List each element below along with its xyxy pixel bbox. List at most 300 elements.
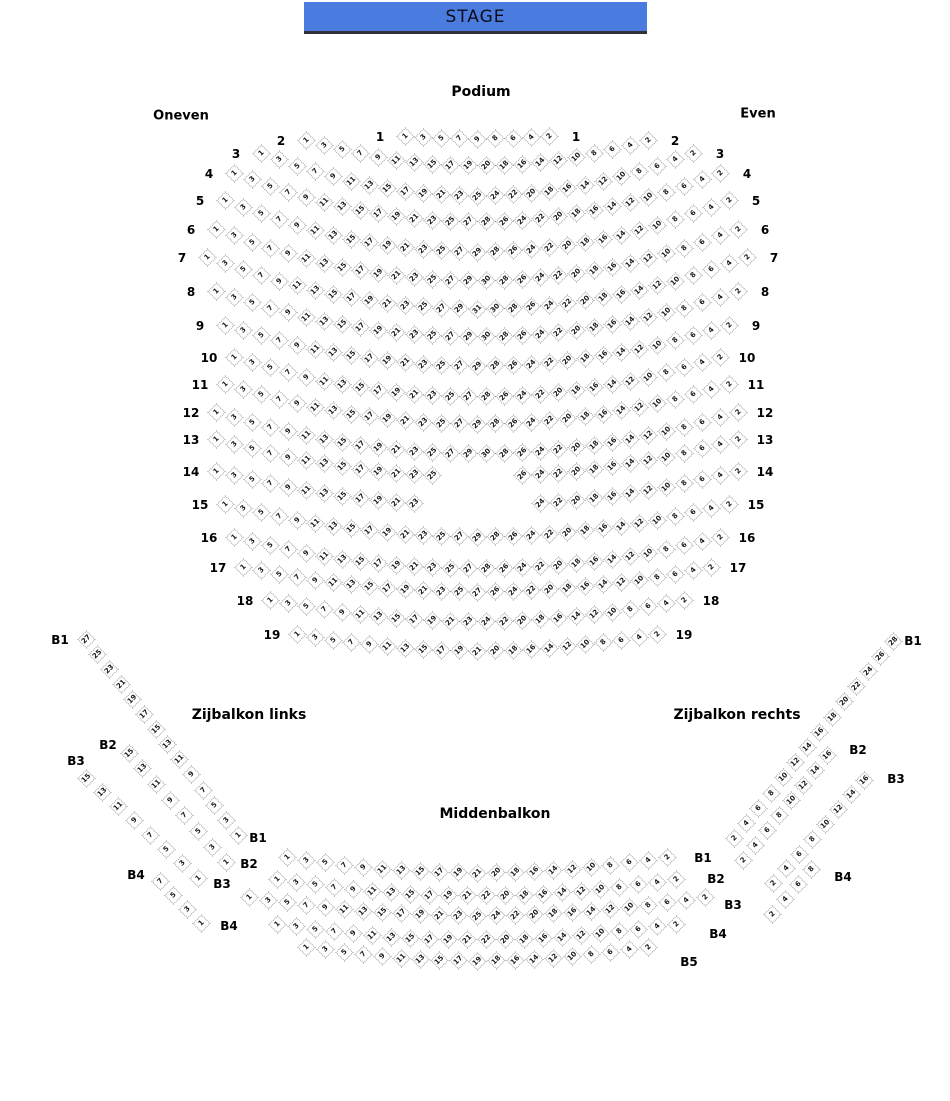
seat-parket-7-8[interactable]: 8: [684, 267, 702, 285]
seat-middenbalkon-B1-18[interactable]: 18: [506, 863, 524, 881]
seat-parket-8-28[interactable]: 28: [495, 327, 513, 345]
seat-parket-15-19[interactable]: 19: [378, 524, 396, 542]
seat-parket-12-22[interactable]: 22: [549, 441, 567, 459]
seat-middenbalkon-B4-10[interactable]: 10: [591, 925, 609, 943]
seat-parket-7-2[interactable]: 2: [738, 248, 756, 266]
seat-parket-6-15[interactable]: 15: [333, 258, 351, 276]
seat-parket-7-22[interactable]: 22: [558, 294, 576, 312]
seat-parket-15-2[interactable]: 2: [720, 495, 738, 513]
seat-parket-9-4[interactable]: 4: [702, 321, 720, 339]
seat-parket-3-11[interactable]: 11: [342, 172, 360, 190]
seat-parket-15-12[interactable]: 12: [630, 514, 648, 532]
seat-zijbalkon-links-B2-11[interactable]: 11: [148, 775, 166, 793]
seat-parket-5-12[interactable]: 12: [630, 221, 648, 239]
seat-parket-5-29[interactable]: 29: [468, 243, 486, 261]
seat-parket-12-28[interactable]: 28: [495, 444, 513, 462]
seat-middenbalkon-B5-9[interactable]: 9: [373, 947, 391, 965]
seat-parket-12-4[interactable]: 4: [711, 408, 729, 426]
seat-parket-1-2[interactable]: 2: [540, 127, 558, 145]
seat-parket-9-6[interactable]: 6: [684, 327, 702, 345]
seat-middenbalkon-B5-5[interactable]: 5: [335, 943, 353, 961]
seat-parket-3-2[interactable]: 2: [684, 144, 702, 162]
seat-parket-7-27[interactable]: 27: [432, 299, 450, 317]
seat-parket-4-11[interactable]: 11: [315, 193, 333, 211]
seat-parket-5-13[interactable]: 13: [324, 226, 342, 244]
seat-zijbalkon-rechts-B1-12[interactable]: 12: [786, 753, 804, 771]
seat-parket-17-26[interactable]: 26: [486, 583, 504, 601]
seat-parket-4-4[interactable]: 4: [693, 171, 711, 189]
seat-parket-8-7[interactable]: 7: [261, 299, 279, 317]
seat-parket-2-16[interactable]: 16: [513, 155, 531, 173]
seat-parket-8-4[interactable]: 4: [711, 288, 729, 306]
seat-middenbalkon-B4-8[interactable]: 8: [610, 923, 628, 941]
seat-parket-17-15[interactable]: 15: [360, 577, 378, 595]
seat-parket-9-21[interactable]: 21: [396, 353, 414, 371]
seat-parket-13-26[interactable]: 26: [513, 467, 531, 485]
seat-parket-9-15[interactable]: 15: [342, 347, 360, 365]
seat-parket-2-11[interactable]: 11: [387, 151, 405, 169]
seat-parket-14-22[interactable]: 22: [549, 493, 567, 511]
seat-middenbalkon-B4-7[interactable]: 7: [325, 923, 343, 941]
seat-parket-10-23[interactable]: 23: [423, 386, 441, 404]
seat-parket-19-7[interactable]: 7: [342, 633, 360, 651]
seat-parket-15-24[interactable]: 24: [522, 526, 540, 544]
seat-parket-17-12[interactable]: 12: [612, 573, 630, 591]
seat-parket-13-10[interactable]: 10: [657, 448, 675, 466]
seat-middenbalkon-B3-23[interactable]: 23: [449, 907, 467, 925]
seat-parket-7-20[interactable]: 20: [576, 291, 594, 309]
seat-parket-13-19[interactable]: 19: [369, 462, 387, 480]
seat-parket-4-13[interactable]: 13: [333, 198, 351, 216]
seat-parket-13-1[interactable]: 1: [207, 430, 225, 448]
seat-zijbalkon-links-B2-3[interactable]: 3: [203, 838, 221, 856]
seat-parket-15-15[interactable]: 15: [342, 520, 360, 538]
seat-parket-18-8[interactable]: 8: [621, 601, 639, 619]
seat-parket-4-22[interactable]: 22: [531, 210, 549, 228]
seat-middenbalkon-B2-7[interactable]: 7: [325, 878, 343, 896]
seat-parket-14-24[interactable]: 24: [531, 495, 549, 513]
seat-zijbalkon-rechts-B1-26[interactable]: 26: [872, 647, 890, 665]
seat-parket-9-17[interactable]: 17: [360, 349, 378, 367]
seat-parket-18-23[interactable]: 23: [459, 613, 477, 631]
seat-middenbalkon-B5-7[interactable]: 7: [354, 946, 372, 964]
seat-zijbalkon-links-B3-3[interactable]: 3: [173, 855, 191, 873]
seat-parket-12-23[interactable]: 23: [405, 442, 423, 460]
seat-middenbalkon-B3-5[interactable]: 5: [278, 894, 296, 912]
seat-parket-15-1[interactable]: 1: [216, 495, 234, 513]
seat-middenbalkon-B2-21[interactable]: 21: [458, 887, 476, 905]
seat-zijbalkon-rechts-B1-6[interactable]: 6: [750, 799, 768, 817]
seat-parket-17-17[interactable]: 17: [378, 579, 396, 597]
seat-parket-14-16[interactable]: 16: [603, 487, 621, 505]
seat-parket-8-12[interactable]: 12: [639, 308, 657, 326]
seat-parket-10-18[interactable]: 18: [567, 381, 585, 399]
seat-parket-13-6[interactable]: 6: [693, 440, 711, 458]
seat-zijbalkon-links-B1-1[interactable]: 1: [229, 826, 247, 844]
seat-parket-12-13[interactable]: 13: [315, 430, 333, 448]
seat-parket-1-5[interactable]: 5: [432, 129, 450, 147]
seat-parket-18-6[interactable]: 6: [639, 598, 657, 616]
seat-parket-7-23[interactable]: 23: [396, 296, 414, 314]
seat-parket-4-18[interactable]: 18: [567, 205, 585, 223]
seat-parket-16-25[interactable]: 25: [441, 559, 459, 577]
seat-middenbalkon-B4-5[interactable]: 5: [306, 920, 324, 938]
seat-parket-3-13[interactable]: 13: [360, 176, 378, 194]
seat-middenbalkon-B4-9[interactable]: 9: [344, 925, 362, 943]
seat-zijbalkon-links-B1-23[interactable]: 23: [100, 660, 118, 678]
seat-parket-12-29[interactable]: 29: [459, 445, 477, 463]
seat-parket-3-12[interactable]: 12: [594, 172, 612, 190]
seat-middenbalkon-B1-3[interactable]: 3: [297, 851, 315, 869]
seat-parket-11-21[interactable]: 21: [396, 412, 414, 430]
seat-parket-11-23[interactable]: 23: [414, 413, 432, 431]
seat-parket-16-24[interactable]: 24: [513, 559, 531, 577]
seat-parket-18-24[interactable]: 24: [477, 613, 495, 631]
seat-parket-12-7[interactable]: 7: [261, 418, 279, 436]
seat-middenbalkon-B3-8[interactable]: 8: [639, 896, 657, 914]
seat-parket-6-2[interactable]: 2: [729, 220, 747, 238]
seat-parket-9-24[interactable]: 24: [522, 355, 540, 373]
seat-parket-2-1[interactable]: 1: [297, 131, 315, 149]
seat-parket-16-20[interactable]: 20: [549, 556, 567, 574]
seat-parket-15-26[interactable]: 26: [504, 527, 522, 545]
seat-parket-5-18[interactable]: 18: [576, 233, 594, 251]
seat-zijbalkon-rechts-B2-12[interactable]: 12: [794, 776, 812, 794]
seat-parket-11-15[interactable]: 15: [342, 405, 360, 423]
seat-parket-18-4[interactable]: 4: [657, 594, 675, 612]
seat-parket-6-17[interactable]: 17: [351, 261, 369, 279]
seat-parket-11-16[interactable]: 16: [594, 405, 612, 423]
seat-zijbalkon-rechts-B2-16[interactable]: 16: [818, 746, 836, 764]
seat-parket-12-26[interactable]: 26: [513, 444, 531, 462]
seat-middenbalkon-B1-1[interactable]: 1: [278, 848, 296, 866]
seat-parket-15-22[interactable]: 22: [540, 525, 558, 543]
seat-middenbalkon-B2-4[interactable]: 4: [648, 873, 666, 891]
seat-parket-12-14[interactable]: 14: [621, 430, 639, 448]
seat-parket-16-10[interactable]: 10: [639, 544, 657, 562]
seat-parket-14-11[interactable]: 11: [297, 482, 315, 500]
seat-parket-10-10[interactable]: 10: [639, 368, 657, 386]
seat-parket-5-21[interactable]: 21: [396, 239, 414, 257]
seat-parket-9-14[interactable]: 14: [612, 343, 630, 361]
seat-parket-8-11[interactable]: 11: [297, 308, 315, 326]
seat-parket-8-18[interactable]: 18: [585, 319, 603, 337]
seat-parket-12-16[interactable]: 16: [603, 434, 621, 452]
seat-parket-19-6[interactable]: 6: [612, 631, 630, 649]
seat-parket-15-8[interactable]: 8: [666, 507, 684, 525]
seat-parket-5-23[interactable]: 23: [414, 240, 432, 258]
seat-parket-13-11[interactable]: 11: [297, 451, 315, 469]
seat-zijbalkon-links-B3-9[interactable]: 9: [125, 812, 143, 830]
seat-parket-4-25[interactable]: 25: [441, 212, 459, 230]
seat-parket-13-20[interactable]: 20: [567, 462, 585, 480]
seat-parket-3-16[interactable]: 16: [558, 179, 576, 197]
seat-parket-7-28[interactable]: 28: [504, 299, 522, 317]
seat-middenbalkon-B4-3[interactable]: 3: [287, 918, 305, 936]
seat-parket-3-18[interactable]: 18: [540, 182, 558, 200]
seat-parket-7-17[interactable]: 17: [342, 288, 360, 306]
seat-parket-12-3[interactable]: 3: [225, 408, 243, 426]
seat-parket-3-6[interactable]: 6: [648, 157, 666, 175]
seat-parket-18-16[interactable]: 16: [549, 609, 567, 627]
seat-parket-8-27[interactable]: 27: [441, 327, 459, 345]
seat-parket-16-12[interactable]: 12: [621, 547, 639, 565]
seat-zijbalkon-rechts-B2-8[interactable]: 8: [770, 806, 788, 824]
seat-zijbalkon-rechts-B1-10[interactable]: 10: [774, 769, 792, 787]
seat-middenbalkon-B4-14[interactable]: 14: [553, 928, 571, 946]
seat-parket-10-9[interactable]: 9: [297, 368, 315, 386]
seat-middenbalkon-B3-13[interactable]: 13: [354, 902, 372, 920]
seat-parket-7-18[interactable]: 18: [594, 288, 612, 306]
seat-middenbalkon-B3-21[interactable]: 21: [430, 906, 448, 924]
seat-middenbalkon-B1-19[interactable]: 19: [449, 864, 467, 882]
seat-parket-19-4[interactable]: 4: [630, 628, 648, 646]
seat-parket-4-26[interactable]: 26: [495, 212, 513, 230]
seat-parket-9-9[interactable]: 9: [288, 336, 306, 354]
seat-parket-14-2[interactable]: 2: [729, 462, 747, 480]
seat-zijbalkon-links-B1-15[interactable]: 15: [147, 720, 165, 738]
seat-parket-7-26[interactable]: 26: [522, 298, 540, 316]
seat-zijbalkon-rechts-B1-20[interactable]: 20: [835, 693, 853, 711]
seat-zijbalkon-links-B2-13[interactable]: 13: [134, 759, 152, 777]
seat-parket-10-3[interactable]: 3: [243, 354, 261, 372]
seat-parket-6-23[interactable]: 23: [405, 269, 423, 287]
seat-parket-6-16[interactable]: 16: [603, 258, 621, 276]
seat-parket-14-21[interactable]: 21: [387, 493, 405, 511]
seat-parket-4-27[interactable]: 27: [459, 213, 477, 231]
seat-parket-5-19[interactable]: 19: [378, 236, 396, 254]
seat-parket-15-6[interactable]: 6: [684, 504, 702, 522]
seat-middenbalkon-B3-22[interactable]: 22: [506, 906, 524, 924]
seat-zijbalkon-links-B2-7[interactable]: 7: [175, 807, 193, 825]
seat-middenbalkon-B1-17[interactable]: 17: [430, 863, 448, 881]
seat-parket-11-20[interactable]: 20: [558, 410, 576, 428]
seat-middenbalkon-B4-18[interactable]: 18: [515, 930, 533, 948]
seat-zijbalkon-links-B1-11[interactable]: 11: [170, 751, 188, 769]
seat-parket-2-6[interactable]: 6: [603, 141, 621, 159]
seat-parket-7-9[interactable]: 9: [270, 272, 288, 290]
seat-parket-11-2[interactable]: 2: [720, 375, 738, 393]
seat-parket-4-19[interactable]: 19: [387, 207, 405, 225]
seat-parket-6-6[interactable]: 6: [693, 233, 711, 251]
seat-parket-17-18[interactable]: 18: [558, 579, 576, 597]
seat-parket-15-3[interactable]: 3: [234, 499, 252, 517]
seat-middenbalkon-B2-16[interactable]: 16: [534, 885, 552, 903]
seat-parket-12-2[interactable]: 2: [729, 403, 747, 421]
seat-parket-16-8[interactable]: 8: [657, 540, 675, 558]
seat-middenbalkon-B5-13[interactable]: 13: [411, 950, 429, 968]
seat-parket-12-6[interactable]: 6: [693, 414, 711, 432]
seat-parket-7-4[interactable]: 4: [720, 254, 738, 272]
seat-parket-1-1[interactable]: 1: [396, 127, 414, 145]
seat-zijbalkon-rechts-B2-2[interactable]: 2: [734, 851, 752, 869]
seat-middenbalkon-B3-3[interactable]: 3: [259, 891, 277, 909]
seat-middenbalkon-B4-13[interactable]: 13: [382, 928, 400, 946]
seat-zijbalkon-rechts-B1-18[interactable]: 18: [823, 708, 841, 726]
seat-parket-16-28[interactable]: 28: [477, 560, 495, 578]
seat-parket-6-27[interactable]: 27: [441, 271, 459, 289]
seat-parket-16-14[interactable]: 14: [603, 550, 621, 568]
seat-parket-11-7[interactable]: 7: [270, 390, 288, 408]
seat-parket-3-7[interactable]: 7: [306, 163, 324, 181]
seat-parket-18-14[interactable]: 14: [567, 608, 585, 626]
seat-parket-8-10[interactable]: 10: [657, 304, 675, 322]
seat-zijbalkon-links-B4-1[interactable]: 1: [192, 914, 210, 932]
seat-parket-7-7[interactable]: 7: [252, 267, 270, 285]
seat-parket-10-25[interactable]: 25: [441, 387, 459, 405]
seat-parket-6-28[interactable]: 28: [495, 271, 513, 289]
seat-parket-6-19[interactable]: 19: [369, 264, 387, 282]
seat-middenbalkon-B2-14[interactable]: 14: [553, 884, 571, 902]
seat-parket-19-14[interactable]: 14: [540, 639, 558, 657]
seat-zijbalkon-links-B4-3[interactable]: 3: [178, 900, 196, 918]
seat-parket-11-26[interactable]: 26: [504, 414, 522, 432]
seat-middenbalkon-B5-1[interactable]: 1: [297, 938, 315, 956]
seat-middenbalkon-B3-14[interactable]: 14: [582, 902, 600, 920]
seat-parket-13-2[interactable]: 2: [729, 430, 747, 448]
seat-parket-1-9[interactable]: 9: [468, 130, 486, 148]
seat-parket-17-5[interactable]: 5: [270, 565, 288, 583]
seat-parket-4-23[interactable]: 23: [423, 211, 441, 229]
seat-parket-8-14[interactable]: 14: [621, 312, 639, 330]
seat-parket-10-6[interactable]: 6: [675, 359, 693, 377]
seat-parket-15-28[interactable]: 28: [486, 528, 504, 546]
seat-parket-12-15[interactable]: 15: [333, 434, 351, 452]
seat-middenbalkon-B3-1[interactable]: 1: [240, 888, 258, 906]
seat-parket-15-9[interactable]: 9: [288, 511, 306, 529]
seat-middenbalkon-B3-10[interactable]: 10: [620, 898, 638, 916]
seat-parket-17-16[interactable]: 16: [576, 577, 594, 595]
seat-parket-13-4[interactable]: 4: [711, 435, 729, 453]
seat-parket-3-5[interactable]: 5: [288, 157, 306, 175]
seat-parket-14-4[interactable]: 4: [711, 466, 729, 484]
seat-parket-8-25[interactable]: 25: [423, 326, 441, 344]
seat-parket-3-22[interactable]: 22: [504, 186, 522, 204]
seat-parket-3-21[interactable]: 21: [432, 186, 450, 204]
seat-parket-7-21[interactable]: 21: [378, 294, 396, 312]
seat-parket-7-24[interactable]: 24: [540, 296, 558, 314]
seat-parket-2-9[interactable]: 9: [369, 148, 387, 166]
seat-parket-8-6[interactable]: 6: [693, 294, 711, 312]
seat-zijbalkon-links-B1-25[interactable]: 25: [88, 645, 106, 663]
seat-zijbalkon-rechts-B4-6[interactable]: 6: [789, 875, 807, 893]
seat-zijbalkon-links-B4-7[interactable]: 7: [151, 872, 169, 890]
seat-parket-6-3[interactable]: 3: [225, 227, 243, 245]
seat-parket-7-19[interactable]: 19: [360, 291, 378, 309]
seat-parket-15-10[interactable]: 10: [648, 511, 666, 529]
seat-parket-17-4[interactable]: 4: [684, 561, 702, 579]
seat-zijbalkon-rechts-B1-22[interactable]: 22: [847, 677, 865, 695]
seat-parket-5-26[interactable]: 26: [504, 242, 522, 260]
seat-parket-5-11[interactable]: 11: [306, 221, 324, 239]
seat-parket-3-15[interactable]: 15: [378, 179, 396, 197]
seat-parket-14-9[interactable]: 9: [279, 478, 297, 496]
seat-parket-18-11[interactable]: 11: [351, 606, 369, 624]
seat-parket-17-27[interactable]: 27: [468, 583, 486, 601]
seat-parket-11-8[interactable]: 8: [666, 390, 684, 408]
seat-parket-12-9[interactable]: 9: [279, 423, 297, 441]
seat-middenbalkon-B5-6[interactable]: 6: [601, 943, 619, 961]
seat-parket-9-25[interactable]: 25: [432, 356, 450, 374]
seat-parket-9-10[interactable]: 10: [648, 336, 666, 354]
seat-parket-7-31[interactable]: 31: [468, 300, 486, 318]
seat-parket-11-3[interactable]: 3: [234, 380, 252, 398]
seat-middenbalkon-B1-16[interactable]: 16: [525, 862, 543, 880]
seat-parket-6-10[interactable]: 10: [657, 245, 675, 263]
seat-parket-9-26[interactable]: 26: [504, 356, 522, 374]
seat-parket-10-21[interactable]: 21: [405, 385, 423, 403]
seat-zijbalkon-links-B3-1[interactable]: 1: [189, 869, 207, 887]
seat-parket-18-12[interactable]: 12: [585, 606, 603, 624]
seat-parket-5-6[interactable]: 6: [684, 205, 702, 223]
seat-parket-19-15[interactable]: 15: [414, 640, 432, 658]
seat-parket-10-1[interactable]: 1: [225, 348, 243, 366]
seat-parket-1-3[interactable]: 3: [414, 128, 432, 146]
seat-parket-9-3[interactable]: 3: [234, 321, 252, 339]
seat-middenbalkon-B4-16[interactable]: 16: [534, 929, 552, 947]
seat-parket-17-1[interactable]: 1: [234, 558, 252, 576]
seat-zijbalkon-links-B2-9[interactable]: 9: [161, 791, 179, 809]
seat-parket-10-24[interactable]: 24: [513, 386, 531, 404]
seat-zijbalkon-rechts-B3-6[interactable]: 6: [790, 845, 808, 863]
seat-parket-7-11[interactable]: 11: [288, 277, 306, 295]
seat-middenbalkon-B2-20[interactable]: 20: [496, 886, 514, 904]
seat-middenbalkon-B3-25[interactable]: 25: [468, 907, 486, 925]
seat-parket-3-23[interactable]: 23: [450, 186, 468, 204]
seat-zijbalkon-rechts-B1-24[interactable]: 24: [859, 662, 877, 680]
seat-parket-15-4[interactable]: 4: [702, 499, 720, 517]
seat-zijbalkon-rechts-B1-28[interactable]: 28: [884, 632, 902, 650]
seat-parket-18-5[interactable]: 5: [297, 598, 315, 616]
seat-middenbalkon-B2-17[interactable]: 17: [420, 886, 438, 904]
seat-zijbalkon-rechts-B3-2[interactable]: 2: [764, 874, 782, 892]
seat-parket-16-21[interactable]: 21: [405, 558, 423, 576]
seat-zijbalkon-rechts-B3-16[interactable]: 16: [855, 771, 873, 789]
seat-parket-7-3[interactable]: 3: [216, 254, 234, 272]
seat-middenbalkon-B4-2[interactable]: 2: [667, 915, 685, 933]
seat-parket-17-10[interactable]: 10: [630, 571, 648, 589]
seat-parket-8-24[interactable]: 24: [531, 325, 549, 343]
seat-parket-12-10[interactable]: 10: [657, 423, 675, 441]
seat-parket-9-7[interactable]: 7: [270, 331, 288, 349]
seat-parket-15-16[interactable]: 16: [594, 520, 612, 538]
seat-parket-5-17[interactable]: 17: [360, 233, 378, 251]
seat-parket-10-7[interactable]: 7: [279, 364, 297, 382]
seat-parket-5-5[interactable]: 5: [252, 205, 270, 223]
seat-parket-19-10[interactable]: 10: [576, 636, 594, 654]
seat-parket-5-20[interactable]: 20: [558, 236, 576, 254]
seat-parket-3-9[interactable]: 9: [324, 168, 342, 186]
seat-parket-8-3[interactable]: 3: [225, 288, 243, 306]
seat-parket-2-2[interactable]: 2: [639, 131, 657, 149]
seat-parket-6-7[interactable]: 7: [261, 239, 279, 257]
seat-parket-4-20[interactable]: 20: [549, 207, 567, 225]
seat-parket-6-14[interactable]: 14: [621, 254, 639, 272]
seat-middenbalkon-B4-6[interactable]: 6: [629, 920, 647, 938]
seat-parket-2-13[interactable]: 13: [405, 153, 423, 171]
seat-middenbalkon-B1-15[interactable]: 15: [411, 862, 429, 880]
seat-parket-12-21[interactable]: 21: [387, 441, 405, 459]
seat-parket-18-21[interactable]: 21: [441, 612, 459, 630]
seat-middenbalkon-B3-24[interactable]: 24: [487, 907, 505, 925]
seat-parket-9-11[interactable]: 11: [306, 340, 324, 358]
seat-parket-11-11[interactable]: 11: [306, 398, 324, 416]
seat-middenbalkon-B2-1[interactable]: 1: [268, 870, 286, 888]
seat-middenbalkon-B4-21[interactable]: 21: [458, 931, 476, 949]
seat-parket-19-20[interactable]: 20: [486, 642, 504, 660]
seat-parket-14-10[interactable]: 10: [657, 478, 675, 496]
seat-zijbalkon-rechts-B4-4[interactable]: 4: [776, 890, 794, 908]
